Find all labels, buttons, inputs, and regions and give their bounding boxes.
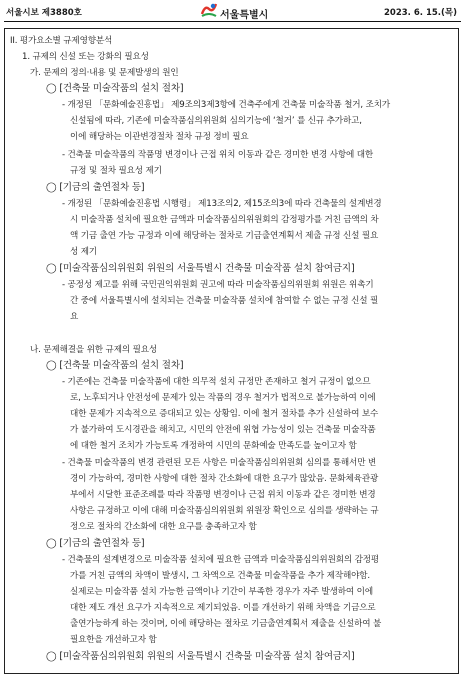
seoul-emblem-icon: [200, 2, 218, 18]
body-line: 출연가능하게 하는 것이며, 이에 해당하는 절차로 기금출연계획서 제출을 신설하여 불: [70, 619, 382, 629]
body-line: 이에 해당하는 이관변경절차 절차 규정 정비 필요: [70, 132, 249, 142]
body-line: 대한 문제가 지속적으로 증대되고 있는 상황임. 이에 철거 절차를 추가 신설하여 보수: [70, 409, 379, 419]
body-line: - 건축물 미술작품의 변경 관련된 모든 사항은 미술작품심의위원회 심의를 통해서만 변: [62, 458, 377, 468]
body-line: - 건축물 미술작품의 작품명 변경이나 근접 위치 이동과 같은 경미한 변경 사항에 대한: [62, 150, 374, 160]
body-line: 가를 거친 금액의 차액이 발생시, 그 차액으로 건축물 미술작품을 추가 제작해야함.: [70, 571, 370, 581]
body-line: - 개정된 「문화예술진흥법 시행령」 제13조의2, 제15조의3에 따라 건축물의 설계변경: [62, 199, 382, 209]
body-line: 사항은 규정하고 이에 대해 미술작품심의위원회 위원장 확인으로 심의를 생략하는 규: [70, 506, 379, 516]
body-line: - 공정성 제고를 위해 국민권익위원회 권고에 따라 미술작품심의위원회 위원은 위촉기: [62, 280, 374, 290]
publication-date: 2023. 6. 15.(목): [384, 8, 457, 18]
body-line: 가 불가하여 도시경관을 해치고, 시민의 안전에 위협 가능성이 있는 건축물 미술작품: [70, 425, 376, 435]
body-line: - 기존에는 건축물 미술작품에 대한 의무적 설치 규정만 존재하고 철거 규정이 없으므: [62, 377, 371, 387]
body-line: 부에서 시달한 표준조례를 따라 작품명 변경이나 근접 위치 이동과 같은 경미한 변경: [70, 490, 376, 500]
body-line: 로, 노후되거나 안전성에 문제가 있는 작품의 경우 철거가 법적으로 불가능하여 이에: [70, 393, 376, 403]
topic-committee-restriction: ◯ [미술작품심의위원회 위원의 서울특별시 건축물 미술작품 설치 참여금지]: [46, 651, 355, 662]
body-line: 에 대한 철거 조치가 가능토록 개정하여 시민의 문화예술 만족도를 높이고자 함: [70, 441, 357, 451]
issue-label: 서울시보 제3880호: [6, 8, 82, 18]
header-rule: [4, 21, 461, 22]
topic-committee-restriction: ◯ [미술작품심의위원회 위원의 서울특별시 건축물 미술작품 설치 참여금지]: [46, 263, 355, 274]
body-line: 필요한을 개선하고자 함: [70, 635, 157, 645]
body-line: 성 제기: [70, 247, 98, 257]
body-line: 액 기금 출연 가능 규정과 이에 해당하는 절차로 기금출연계획서 제출 규정 신설 필요: [70, 231, 379, 241]
body-line: 신설됨에 따라, 기존에 미술작품심의위원회 심의기능에 ‘철거’ 를 신규 추가하고,: [70, 116, 362, 126]
body-line: - 건축물의 설계변경으로 미술작품 설치에 필요한 금액과 미술작품심의위원회의 감정평: [62, 555, 380, 565]
body-line: 경이 가능하여, 경미한 사항에 대한 절차 간소화에 대한 요구가 많았음. 문화체육관광: [70, 474, 379, 484]
body-line: 시 미술작품 설치에 필요한 금액과 미술작품심의위원회의 감정평가를 거친 금액의 차: [70, 215, 379, 225]
item-heading: 가. 문제의 정의·내용 및 문제발생의 원인: [30, 68, 179, 78]
topic-fund-contribution: ◯ [기금의 출연절차 등]: [46, 182, 145, 193]
topic-fund-contribution: ◯ [기금의 출연절차 등]: [46, 538, 145, 549]
body-line: 간 중에 서울특별시에 설치되는 건축물 미술작품 설치에 참여할 수 없는 규정 신설 필: [70, 296, 379, 306]
body-line: 규정 및 절차 필요성 제기: [70, 166, 162, 176]
body-line: - 개정된 「문화예술진흥법」 제9조의3제3항에 건축주에게 건축물 미술작품 철거, 조치가: [62, 100, 391, 110]
body-line: 실제로는 미술작품 설치 가능한 금액이나 기간이 부족한 경우가 자주 발생하여 이에: [70, 587, 373, 597]
publication-header: [0, 0, 465, 22]
body-line: 정으로 절차의 간소화에 대한 요구를 충족하고자 함: [70, 522, 257, 532]
logo-text: 서울특별시: [220, 10, 269, 21]
body-line: 요: [70, 312, 79, 322]
subsection-heading: 1. 규제의 신설 또는 강화의 필요성: [22, 52, 149, 62]
topic-removal-procedure: ◯ [건축물 미술작품의 설치 절차]: [46, 360, 184, 371]
section-heading: II. 평가요소별 규제영향분석: [10, 36, 113, 46]
body-line: 대한 제도 개선 요구가 지속적으로 제기되었음. 이를 개선하기 위해 차액을 기금으로: [70, 603, 376, 613]
item-heading: 나. 문제해결을 위한 규제의 필요성: [30, 345, 158, 355]
topic-removal-procedure: ◯ [건축물 미술작품의 설치 절차]: [46, 83, 184, 94]
